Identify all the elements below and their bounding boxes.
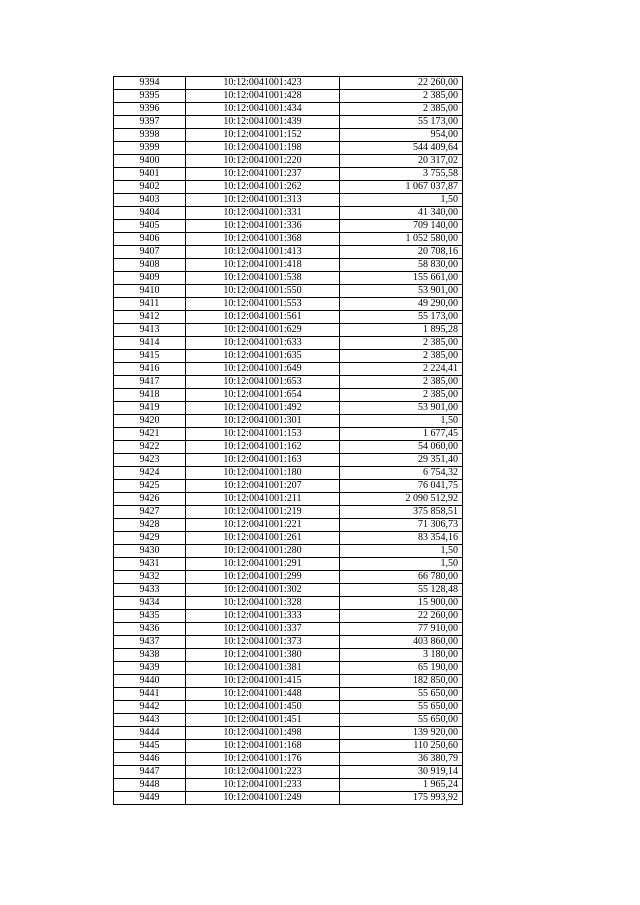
- row-number: 9433: [114, 584, 186, 597]
- cadastral-number: 10:12:0041001:331: [186, 207, 340, 220]
- cadastral-number: 10:12:0041001:439: [186, 116, 340, 129]
- cadastral-value: 71 306,73: [340, 519, 463, 532]
- table-row: [114, 207, 463, 220]
- cadastral-number: 10:12:0041001:207: [186, 480, 340, 493]
- row-number: 9410: [114, 285, 186, 298]
- cadastral-number: 10:12:0041001:313: [186, 194, 340, 207]
- cadastral-number: 10:12:0041001:163: [186, 454, 340, 467]
- cadastral-number: 10:12:0041001:223: [186, 766, 340, 779]
- table-row: [114, 428, 463, 441]
- cadastral-number: 10:12:0041001:261: [186, 532, 340, 545]
- cadastral-number: 10:12:0041001:211: [186, 493, 340, 506]
- cadastral-value: 2 090 512,92: [340, 493, 463, 506]
- table-row: [114, 285, 463, 298]
- cadastral-number: 10:12:0041001:221: [186, 519, 340, 532]
- row-number: 9432: [114, 571, 186, 584]
- cadastral-value: 1 067 037,87: [340, 181, 463, 194]
- table-row: [114, 350, 463, 363]
- table-row: [114, 597, 463, 610]
- cadastral-value: 2 385,00: [340, 376, 463, 389]
- cadastral-number: 10:12:0041001:649: [186, 363, 340, 376]
- row-number: 9415: [114, 350, 186, 363]
- table-row: [114, 415, 463, 428]
- cadastral-value: 15 900,00: [340, 597, 463, 610]
- cadastral-number: 10:12:0041001:415: [186, 675, 340, 688]
- table-row: [114, 272, 463, 285]
- row-number: 9445: [114, 740, 186, 753]
- cadastral-number: 10:12:0041001:654: [186, 389, 340, 402]
- cadastral-number: 10:12:0041001:428: [186, 90, 340, 103]
- table-row: [114, 467, 463, 480]
- cadastral-value: 1 895,28: [340, 324, 463, 337]
- cadastral-value: 2 385,00: [340, 103, 463, 116]
- cadastral-value: 110 250,60: [340, 740, 463, 753]
- cadastral-number: 10:12:0041001:380: [186, 649, 340, 662]
- cadastral-value: 2 385,00: [340, 337, 463, 350]
- cadastral-number: 10:12:0041001:538: [186, 272, 340, 285]
- row-number: 9448: [114, 779, 186, 792]
- table-row: [114, 129, 463, 142]
- cadastral-number: 10:12:0041001:381: [186, 662, 340, 675]
- table-row: [114, 584, 463, 597]
- cadastral-number: 10:12:0041001:498: [186, 727, 340, 740]
- row-number: 9449: [114, 792, 186, 805]
- row-number: 9439: [114, 662, 186, 675]
- cadastral-value: 55 650,00: [340, 714, 463, 727]
- cadastral-value: 83 354,16: [340, 532, 463, 545]
- row-number: 9405: [114, 220, 186, 233]
- row-number: 9416: [114, 363, 186, 376]
- table-row: [114, 675, 463, 688]
- cadastral-value: 182 850,00: [340, 675, 463, 688]
- cadastral-value-table: [113, 76, 463, 805]
- table-row: [114, 194, 463, 207]
- row-number: 9444: [114, 727, 186, 740]
- table-row: [114, 155, 463, 168]
- table-row: [114, 727, 463, 740]
- table-row: [114, 636, 463, 649]
- cadastral-value: 1 052 580,00: [340, 233, 463, 246]
- cadastral-number: 10:12:0041001:176: [186, 753, 340, 766]
- cadastral-number: 10:12:0041001:434: [186, 103, 340, 116]
- row-number: 9430: [114, 545, 186, 558]
- table-row: [114, 337, 463, 350]
- row-number: 9442: [114, 701, 186, 714]
- cadastral-number: 10:12:0041001:299: [186, 571, 340, 584]
- row-number: 9406: [114, 233, 186, 246]
- table-row: [114, 441, 463, 454]
- cadastral-number: 10:12:0041001:152: [186, 129, 340, 142]
- row-number: 9397: [114, 116, 186, 129]
- row-number: 9437: [114, 636, 186, 649]
- cadastral-value: 49 290,00: [340, 298, 463, 311]
- cadastral-number: 10:12:0041001:301: [186, 415, 340, 428]
- cadastral-value: 1,50: [340, 558, 463, 571]
- cadastral-value: 1 677,45: [340, 428, 463, 441]
- cadastral-number: 10:12:0041001:168: [186, 740, 340, 753]
- cadastral-value: 22 260,00: [340, 77, 463, 90]
- row-number: 9414: [114, 337, 186, 350]
- row-number: 9435: [114, 610, 186, 623]
- cadastral-value: 403 860,00: [340, 636, 463, 649]
- table-row: [114, 571, 463, 584]
- cadastral-value: 3 180,00: [340, 649, 463, 662]
- table-row: [114, 376, 463, 389]
- cadastral-number: 10:12:0041001:336: [186, 220, 340, 233]
- row-number: 9402: [114, 181, 186, 194]
- table-row: [114, 103, 463, 116]
- table-row: [114, 142, 463, 155]
- cadastral-value: 2 224,41: [340, 363, 463, 376]
- table-row: [114, 701, 463, 714]
- cadastral-value: 53 901,00: [340, 402, 463, 415]
- table-row: [114, 90, 463, 103]
- cadastral-number: 10:12:0041001:561: [186, 311, 340, 324]
- cadastral-number: 10:12:0041001:451: [186, 714, 340, 727]
- cadastral-number: 10:12:0041001:653: [186, 376, 340, 389]
- row-number: 9395: [114, 90, 186, 103]
- cadastral-value: 55 173,00: [340, 311, 463, 324]
- table-row: [114, 779, 463, 792]
- cadastral-number: 10:12:0041001:291: [186, 558, 340, 571]
- cadastral-value: 954,00: [340, 129, 463, 142]
- row-number: 9394: [114, 77, 186, 90]
- cadastral-value: 1 965,24: [340, 779, 463, 792]
- table-row: [114, 493, 463, 506]
- table-row: [114, 610, 463, 623]
- table-row: [114, 688, 463, 701]
- row-number: 9412: [114, 311, 186, 324]
- cadastral-number: 10:12:0041001:368: [186, 233, 340, 246]
- cadastral-value: 155 661,00: [340, 272, 463, 285]
- cadastral-value: 2 385,00: [340, 350, 463, 363]
- table-row: [114, 714, 463, 727]
- table-row: [114, 77, 463, 90]
- cadastral-number: 10:12:0041001:328: [186, 597, 340, 610]
- row-number: 9420: [114, 415, 186, 428]
- cadastral-number: 10:12:0041001:448: [186, 688, 340, 701]
- row-number: 9447: [114, 766, 186, 779]
- cadastral-value: 36 380,79: [340, 753, 463, 766]
- cadastral-number: 10:12:0041001:153: [186, 428, 340, 441]
- table-body: [114, 77, 463, 805]
- cadastral-number: 10:12:0041001:302: [186, 584, 340, 597]
- table-row: [114, 792, 463, 805]
- row-number: 9446: [114, 753, 186, 766]
- cadastral-value: 55 128,48: [340, 584, 463, 597]
- cadastral-number: 10:12:0041001:423: [186, 77, 340, 90]
- cadastral-number: 10:12:0041001:450: [186, 701, 340, 714]
- table-row: [114, 545, 463, 558]
- cadastral-value: 175 993,92: [340, 792, 463, 805]
- cadastral-value: 20 708,16: [340, 246, 463, 259]
- row-number: 9421: [114, 428, 186, 441]
- cadastral-value: 22 260,00: [340, 610, 463, 623]
- row-number: 9431: [114, 558, 186, 571]
- cadastral-value: 54 060,00: [340, 441, 463, 454]
- cadastral-number: 10:12:0041001:629: [186, 324, 340, 337]
- row-number: 9428: [114, 519, 186, 532]
- table-row: [114, 519, 463, 532]
- cadastral-number: 10:12:0041001:162: [186, 441, 340, 454]
- table-row: [114, 298, 463, 311]
- table-row: [114, 363, 463, 376]
- table-row: [114, 623, 463, 636]
- row-number: 9427: [114, 506, 186, 519]
- table-row: [114, 558, 463, 571]
- cadastral-number: 10:12:0041001:237: [186, 168, 340, 181]
- cadastral-value: 58 830,00: [340, 259, 463, 272]
- cadastral-number: 10:12:0041001:633: [186, 337, 340, 350]
- row-number: 9441: [114, 688, 186, 701]
- table-row: [114, 168, 463, 181]
- row-number: 9400: [114, 155, 186, 168]
- table-row: [114, 233, 463, 246]
- row-number: 9438: [114, 649, 186, 662]
- row-number: 9398: [114, 129, 186, 142]
- row-number: 9425: [114, 480, 186, 493]
- table-row: [114, 246, 463, 259]
- cadastral-value: 1,50: [340, 415, 463, 428]
- cadastral-value: 1,50: [340, 194, 463, 207]
- row-number: 9419: [114, 402, 186, 415]
- cadastral-value: 30 919,14: [340, 766, 463, 779]
- row-number: 9408: [114, 259, 186, 272]
- row-number: 9396: [114, 103, 186, 116]
- row-number: 9436: [114, 623, 186, 636]
- cadastral-value: 29 351,40: [340, 454, 463, 467]
- row-number: 9434: [114, 597, 186, 610]
- table-row: [114, 220, 463, 233]
- cadastral-value: 709 140,00: [340, 220, 463, 233]
- table-row: [114, 480, 463, 493]
- cadastral-number: 10:12:0041001:635: [186, 350, 340, 363]
- table-row: [114, 662, 463, 675]
- row-number: 9440: [114, 675, 186, 688]
- cadastral-value: 55 173,00: [340, 116, 463, 129]
- cadastral-value: 41 340,00: [340, 207, 463, 220]
- row-number: 9411: [114, 298, 186, 311]
- row-number: 9443: [114, 714, 186, 727]
- table-row: [114, 532, 463, 545]
- table-row: [114, 311, 463, 324]
- row-number: 9426: [114, 493, 186, 506]
- cadastral-number: 10:12:0041001:219: [186, 506, 340, 519]
- table-row: [114, 324, 463, 337]
- cadastral-value: 6 754,32: [340, 467, 463, 480]
- row-number: 9403: [114, 194, 186, 207]
- cadastral-value: 139 920,00: [340, 727, 463, 740]
- cadastral-value: 544 409,64: [340, 142, 463, 155]
- cadastral-value: 2 385,00: [340, 389, 463, 402]
- table-row: [114, 402, 463, 415]
- table-row: [114, 740, 463, 753]
- cadastral-value: 53 901,00: [340, 285, 463, 298]
- row-number: 9424: [114, 467, 186, 480]
- cadastral-number: 10:12:0041001:280: [186, 545, 340, 558]
- row-number: 9422: [114, 441, 186, 454]
- cadastral-value: 77 910,00: [340, 623, 463, 636]
- cadastral-number: 10:12:0041001:249: [186, 792, 340, 805]
- row-number: 9399: [114, 142, 186, 155]
- row-number: 9418: [114, 389, 186, 402]
- row-number: 9407: [114, 246, 186, 259]
- table-row: [114, 389, 463, 402]
- cadastral-value: 55 650,00: [340, 688, 463, 701]
- cadastral-number: 10:12:0041001:373: [186, 636, 340, 649]
- cadastral-value: 375 858,51: [340, 506, 463, 519]
- cadastral-number: 10:12:0041001:262: [186, 181, 340, 194]
- cadastral-number: 10:12:0041001:198: [186, 142, 340, 155]
- cadastral-number: 10:12:0041001:337: [186, 623, 340, 636]
- cadastral-value: 76 041,75: [340, 480, 463, 493]
- row-number: 9401: [114, 168, 186, 181]
- cadastral-value: 55 650,00: [340, 701, 463, 714]
- row-number: 9423: [114, 454, 186, 467]
- table-row: [114, 766, 463, 779]
- row-number: 9417: [114, 376, 186, 389]
- cadastral-value: 66 780,00: [340, 571, 463, 584]
- table-row: [114, 259, 463, 272]
- cadastral-value: 3 755,58: [340, 168, 463, 181]
- row-number: 9404: [114, 207, 186, 220]
- cadastral-value: 20 317,02: [340, 155, 463, 168]
- cadastral-number: 10:12:0041001:492: [186, 402, 340, 415]
- row-number: 9413: [114, 324, 186, 337]
- table-row: [114, 454, 463, 467]
- row-number: 9409: [114, 272, 186, 285]
- cadastral-value: 1,50: [340, 545, 463, 558]
- cadastral-value: 65 190,00: [340, 662, 463, 675]
- table-row: [114, 649, 463, 662]
- cadastral-number: 10:12:0041001:413: [186, 246, 340, 259]
- table-row: [114, 753, 463, 766]
- cadastral-number: 10:12:0041001:180: [186, 467, 340, 480]
- table-row: [114, 181, 463, 194]
- cadastral-number: 10:12:0041001:233: [186, 779, 340, 792]
- table-row: [114, 506, 463, 519]
- cadastral-value: 2 385,00: [340, 90, 463, 103]
- cadastral-number: 10:12:0041001:550: [186, 285, 340, 298]
- cadastral-number: 10:12:0041001:220: [186, 155, 340, 168]
- row-number: 9429: [114, 532, 186, 545]
- cadastral-number: 10:12:0041001:333: [186, 610, 340, 623]
- cadastral-number: 10:12:0041001:553: [186, 298, 340, 311]
- table-row: [114, 116, 463, 129]
- cadastral-number: 10:12:0041001:418: [186, 259, 340, 272]
